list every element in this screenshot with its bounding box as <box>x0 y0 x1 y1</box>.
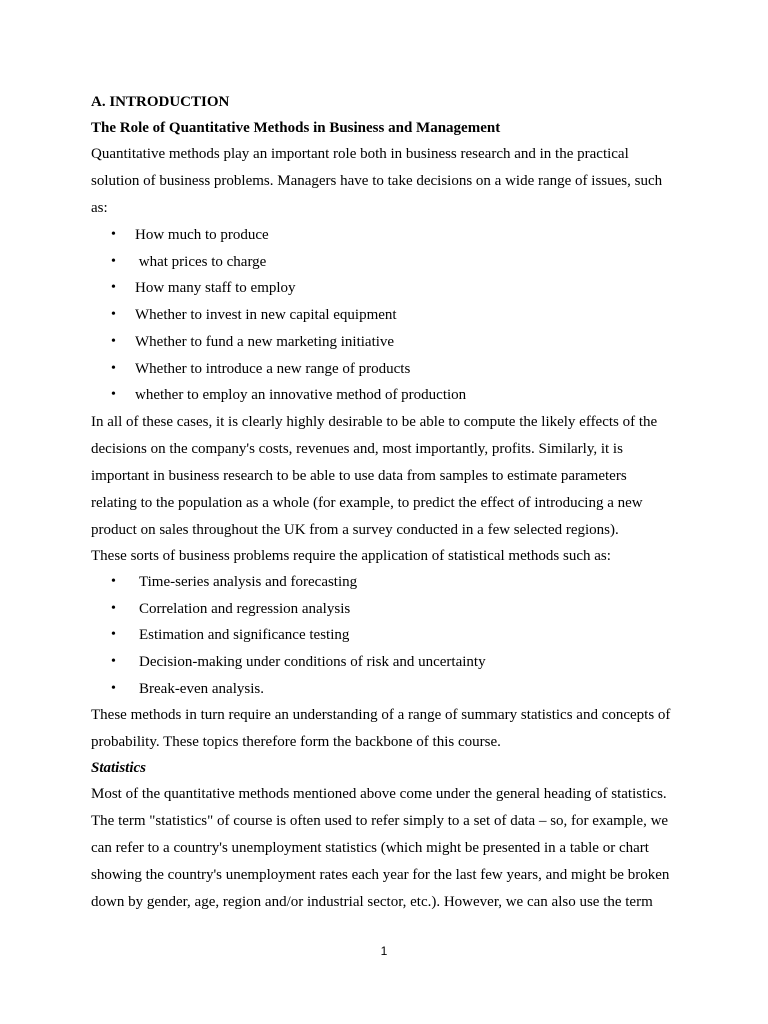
bullet-icon: • <box>111 573 116 589</box>
text-line: showing the country's unemployment rates each year for the last few years, and might be broken <box>91 867 670 884</box>
list-item <box>91 569 691 596</box>
page-number: 1 <box>380 944 388 958</box>
text-line: solution of business problems. Managers have to take decisions on a wide range of issues, such <box>91 173 663 189</box>
text-line: decisions on the company's costs, revenues and, most importantly, profits. Similarly, it is <box>91 440 623 457</box>
bullet-icon: • <box>111 280 116 296</box>
bullet-icon: • <box>111 307 116 323</box>
text-line: In all of these cases, it is clearly highly desirable to be able to compute the likely effects of the <box>91 413 658 430</box>
list-item <box>91 382 691 409</box>
list-item-text: Break-even analysis. <box>139 680 264 697</box>
bullet-icon: • <box>111 654 116 670</box>
page-content <box>91 89 691 916</box>
bullet-icon: • <box>111 253 116 269</box>
list-item <box>91 329 691 356</box>
text-line: important in business research to be able to use data from samples to estimate parameters <box>91 467 627 484</box>
list-item-text: How many staff to employ <box>135 280 296 297</box>
text-line: The term "statistics" of course is often used to refer simply to a set of data – so, for example, we <box>91 813 669 830</box>
list-item-text: what prices to charge <box>135 253 267 270</box>
list-item-text: How much to produce <box>135 227 269 243</box>
list-item <box>91 302 691 329</box>
list-item-text: Whether to introduce a new range of products <box>135 360 411 377</box>
bullet-icon: • <box>111 360 116 376</box>
methods-intro <box>91 544 691 569</box>
list-item-text: Decision-making under conditions of risk and uncertainty <box>139 654 486 671</box>
bullet-icon: • <box>111 600 116 616</box>
section-subtitle: The Role of Quantitative Methods in Business and Management <box>91 120 501 136</box>
methods-list <box>91 569 691 703</box>
text-line: These sorts of business problems require the application of statistical methods such as: <box>91 547 611 564</box>
list-item <box>91 596 691 623</box>
list-item-text: Whether to fund a new marketing initiative <box>135 333 395 350</box>
list-item <box>91 622 691 649</box>
statistics-paragraph <box>91 781 691 916</box>
list-item-text: Estimation and significance testing <box>139 627 350 644</box>
bullet-icon: • <box>111 227 116 242</box>
statistics-heading: Statistics <box>91 760 147 777</box>
section-heading: A. INTRODUCTION <box>91 94 230 110</box>
intro-paragraph <box>91 141 691 222</box>
text-line: as: <box>91 200 108 216</box>
text-line: probability. These topics therefore form the backbone of this course. <box>91 734 501 751</box>
bullet-icon: • <box>111 627 116 643</box>
list-item <box>91 275 691 302</box>
bullet-icon: • <box>111 680 116 696</box>
cases-paragraph <box>91 409 691 544</box>
list-item-text: Time-series analysis and forecasting <box>139 573 358 590</box>
text-line: These methods in turn require an understanding of a range of summary statistics and concepts of <box>91 707 671 724</box>
list-item <box>91 249 691 276</box>
decision-list <box>91 222 691 409</box>
bullet-icon: • <box>111 333 116 349</box>
text-line: product on sales throughout the UK from a survey conducted in a few selected regions). <box>91 521 619 538</box>
list-item <box>91 356 691 383</box>
list-item <box>91 676 691 703</box>
text-line: Quantitative methods play an important role both in business research and in the practical <box>91 146 629 162</box>
text-line: relating to the population as a whole (for example, to predict the effect of introducing a new <box>91 494 643 511</box>
list-item <box>91 649 691 676</box>
list-item <box>91 222 691 249</box>
list-item-text: Correlation and regression analysis <box>139 600 351 617</box>
text-line: can refer to a country's unemployment statistics (which might be presented in a table or chart <box>91 840 649 857</box>
text-line: down by gender, age, region and/or industrial sector, etc.). However, we can also use the term <box>91 894 653 911</box>
list-item-text: Whether to invest in new capital equipment <box>135 307 397 324</box>
text-line: Most of the quantitative methods mentioned above come under the general heading of statistics. <box>91 786 667 803</box>
backbone-paragraph <box>91 702 691 756</box>
bullet-icon: • <box>111 387 116 403</box>
list-item-text: whether to employ an innovative method of production <box>135 387 467 404</box>
